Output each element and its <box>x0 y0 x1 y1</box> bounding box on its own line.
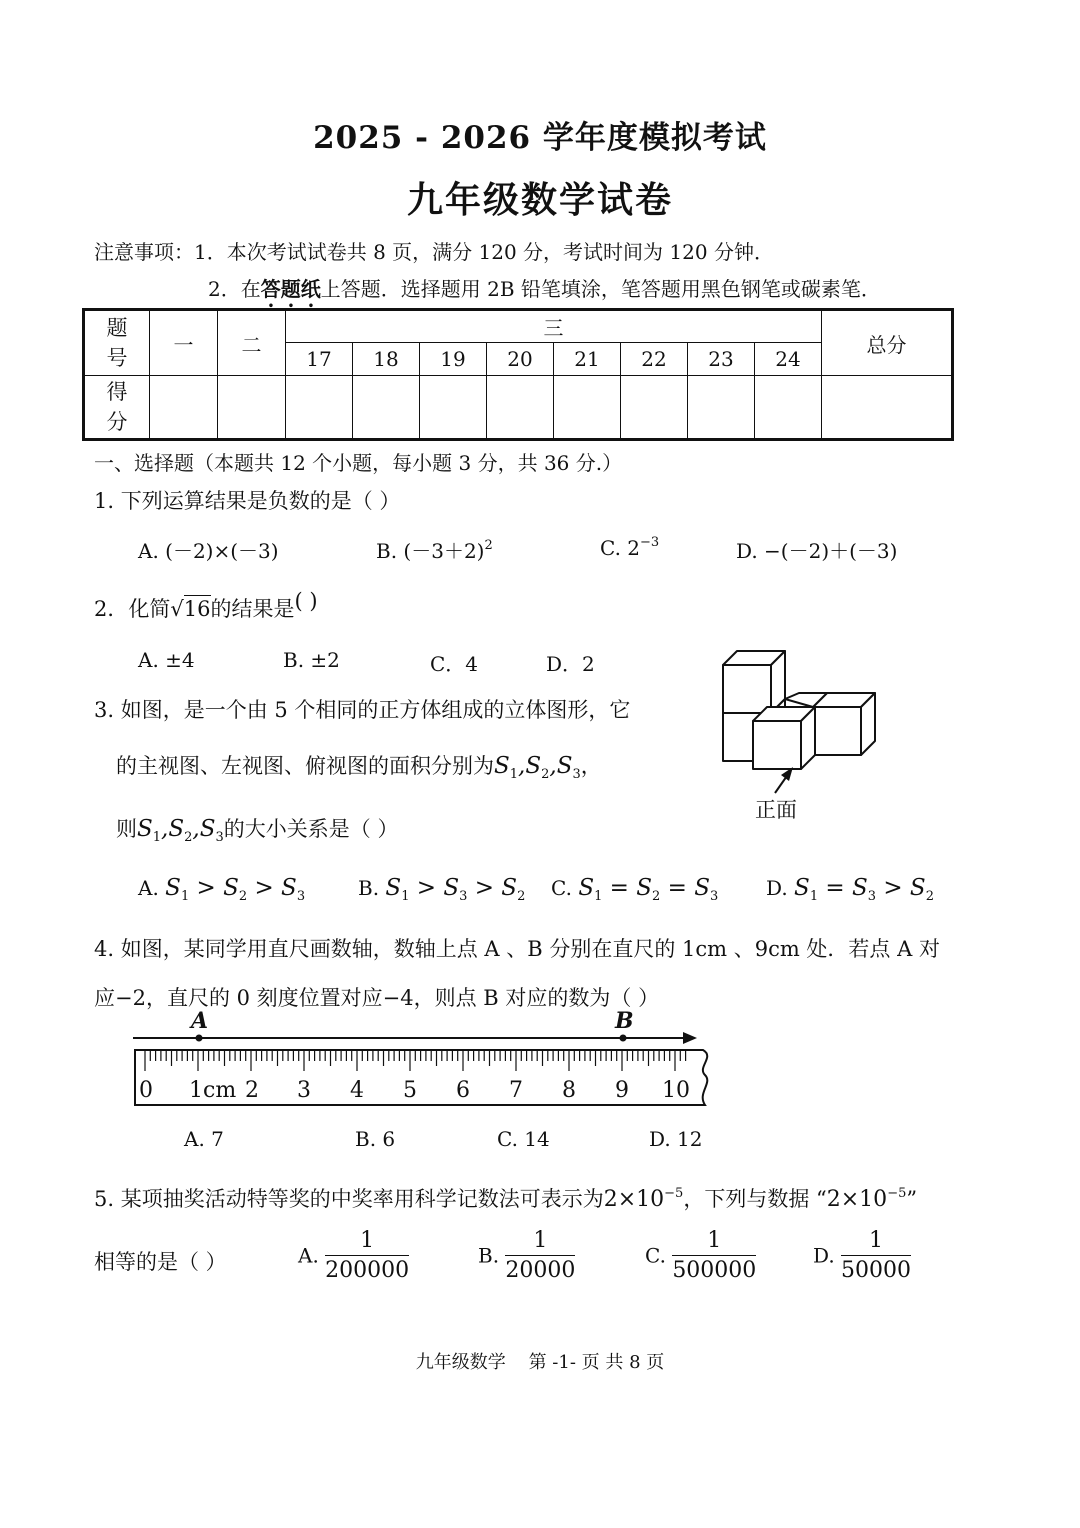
notes-item-2c: 上答题．选择题用 2B 铅笔填涂，笔答题用黑色钢笔或碳素笔． <box>320 277 881 301</box>
q4-option-c: C. 14 <box>497 1127 550 1151</box>
cube-front-face <box>813 707 861 755</box>
score-cell[interactable] <box>353 376 420 440</box>
q4-ruler-figure <box>125 1005 725 1113</box>
q3-option-d: D. $S_1 = S_3 > S_2$ <box>766 875 934 904</box>
row-label-question: 题号 <box>84 310 150 376</box>
q1-option-b: B. $(-3+2)^2$ <box>376 538 493 563</box>
score-cell[interactable] <box>150 376 218 440</box>
q3-option-a: A. $S_1 > S_2 > S_3$ <box>138 875 306 904</box>
point-b-label: B <box>615 1008 634 1034</box>
front-label: 正面 <box>755 798 797 822</box>
col-q22: 22 <box>621 343 688 376</box>
score-cell[interactable] <box>487 376 554 440</box>
q5-option-c: C. $\frac{1}{500000}$ <box>645 1228 757 1283</box>
score-cell[interactable] <box>621 376 688 440</box>
score-cell[interactable] <box>822 376 953 440</box>
score-table <box>82 308 954 441</box>
point-a-dot <box>196 1035 203 1042</box>
q4-line-2: 应−2，直尺的 0 刻度位置对应−4，则点 B 对应的数为（ ） <box>94 986 660 1010</box>
q4-option-d: D. 12 <box>649 1127 703 1151</box>
q3-cube-figure <box>715 645 885 825</box>
score-cell[interactable] <box>286 376 353 440</box>
point-a-label: A <box>191 1008 209 1034</box>
ruler-label-9: 9 <box>615 1078 629 1103</box>
q4-option-b: B. 6 <box>355 1127 396 1151</box>
q5-option-b: B. $\frac{1}{20000}$ <box>478 1228 576 1283</box>
notes-prefix: 注意事项： <box>94 240 194 264</box>
col-q18: 18 <box>353 343 420 376</box>
q5-option-d: D. $\frac{1}{50000}$ <box>813 1228 912 1283</box>
ruler-label-6: 6 <box>456 1078 470 1103</box>
q3-line-3: 则$S_1,S_2,S_3$的大小关系是（ ） <box>116 816 399 845</box>
ruler-label-5: 5 <box>403 1078 417 1103</box>
q2-option-a: A. ±4 <box>138 648 195 672</box>
col-total: 总分 <box>822 310 953 376</box>
ruler-label-3: 3 <box>297 1078 311 1103</box>
q1-option-d: D. −(－2)＋(－3) <box>736 539 898 563</box>
col-q24: 24 <box>755 343 822 376</box>
ruler-label-4: 4 <box>350 1078 364 1103</box>
number-line-arrow <box>683 1032 697 1044</box>
col-section-3: 三 <box>286 310 822 343</box>
col-q19: 19 <box>420 343 487 376</box>
ruler-label-8: 8 <box>562 1078 576 1103</box>
notes-item-2b: 答题纸 <box>260 277 321 301</box>
q2-option-c: C．4 <box>430 652 479 676</box>
q4-line-1: 4. 如图，某同学用直尺画数轴，数轴上点 A 、B 分别在直尺的 1cm 、9cm 处．若点 A 对 <box>94 937 940 961</box>
q5-option-a: A. $\frac{1}{200000}$ <box>298 1228 410 1283</box>
q5-line-2: 相等的是（ ） <box>94 1250 227 1274</box>
col-q21: 21 <box>554 343 621 376</box>
ruler-label-10: 10 <box>662 1078 690 1103</box>
score-cell[interactable] <box>554 376 621 440</box>
q1-option-c: C. $2^{-3}$ <box>600 535 660 560</box>
point-b-dot <box>620 1035 627 1042</box>
q2-stem: 2．化简√16的结果是( ) <box>94 589 318 621</box>
col-q20: 20 <box>487 343 554 376</box>
q3-line-1: 3. 如图，是一个由 5 个相同的正方体组成的立体图形，它 <box>94 698 631 722</box>
notes-line-2 <box>208 273 881 312</box>
q3-option-c: C. $S_1 = S_2 = S_3$ <box>551 875 719 904</box>
q5-fraction-b: $\frac{1}{20000}$ <box>505 1228 576 1283</box>
col-section-2: 二 <box>218 310 286 376</box>
q5-fraction-d: $\frac{1}{50000}$ <box>841 1228 912 1283</box>
score-cell[interactable] <box>218 376 286 440</box>
exam-title-subject: 九年级数学试卷 <box>406 179 673 221</box>
q1-option-a: A. (－2)×(－3) <box>138 539 279 563</box>
q5-fraction-c: $\frac{1}{500000}$ <box>672 1228 757 1283</box>
score-cell[interactable] <box>420 376 487 440</box>
score-cell[interactable] <box>755 376 822 440</box>
q3-line-2: 的主视图、左视图、俯视图的面积分别为$S_1,S_2,S_3$， <box>116 753 602 782</box>
page-footer: 九年级数学 第 -1- 页 共 8 页 <box>415 1352 665 1373</box>
ruler-label-7: 7 <box>509 1078 523 1103</box>
cube-front-face <box>753 721 801 769</box>
exam-title-year: 2025 - 2026 学年度模拟考试 <box>313 120 767 156</box>
col-q17: 17 <box>286 343 353 376</box>
q2-radicand: 16 <box>183 597 211 621</box>
section-1-heading: 一、选择题（本题共 12 个小题，每小题 3 分，共 36 分.） <box>94 451 623 475</box>
q4-option-a: A. 7 <box>184 1127 224 1151</box>
score-cell[interactable] <box>688 376 755 440</box>
notes-item-2a: 2．在 <box>208 277 261 301</box>
ruler-label-0: 0 <box>139 1078 153 1103</box>
col-section-1: 一 <box>150 310 218 376</box>
notes-line-1 <box>94 236 774 265</box>
q5-fraction-a: $\frac{1}{200000}$ <box>325 1228 410 1283</box>
notes-item-1: 1．本次考试试卷共 8 页，满分 120 分，考试时间为 120 分钟． <box>194 240 774 264</box>
ruler-label-1: 1cm <box>189 1078 237 1103</box>
q2-option-d: D．2 <box>546 652 595 676</box>
q1-stem: 1. 下列运算结果是负数的是（ ） <box>94 489 401 513</box>
q5-line-1: 5. 某项抽奖活动特等奖的中奖率用科学记数法可表示为$2\times 10^{-5}$，下列与数据 “$2\times 10^{-5}$” <box>94 1186 918 1212</box>
q2-option-b: B. ±2 <box>283 648 340 672</box>
cube-front-face <box>723 665 771 713</box>
row-label-score: 得分 <box>84 376 150 440</box>
col-q23: 23 <box>688 343 755 376</box>
sqrt-sign: √ <box>170 597 184 621</box>
q3-option-b: B. $S_1 > S_3 > S_2$ <box>358 875 526 904</box>
ruler-label-2: 2 <box>245 1078 259 1103</box>
